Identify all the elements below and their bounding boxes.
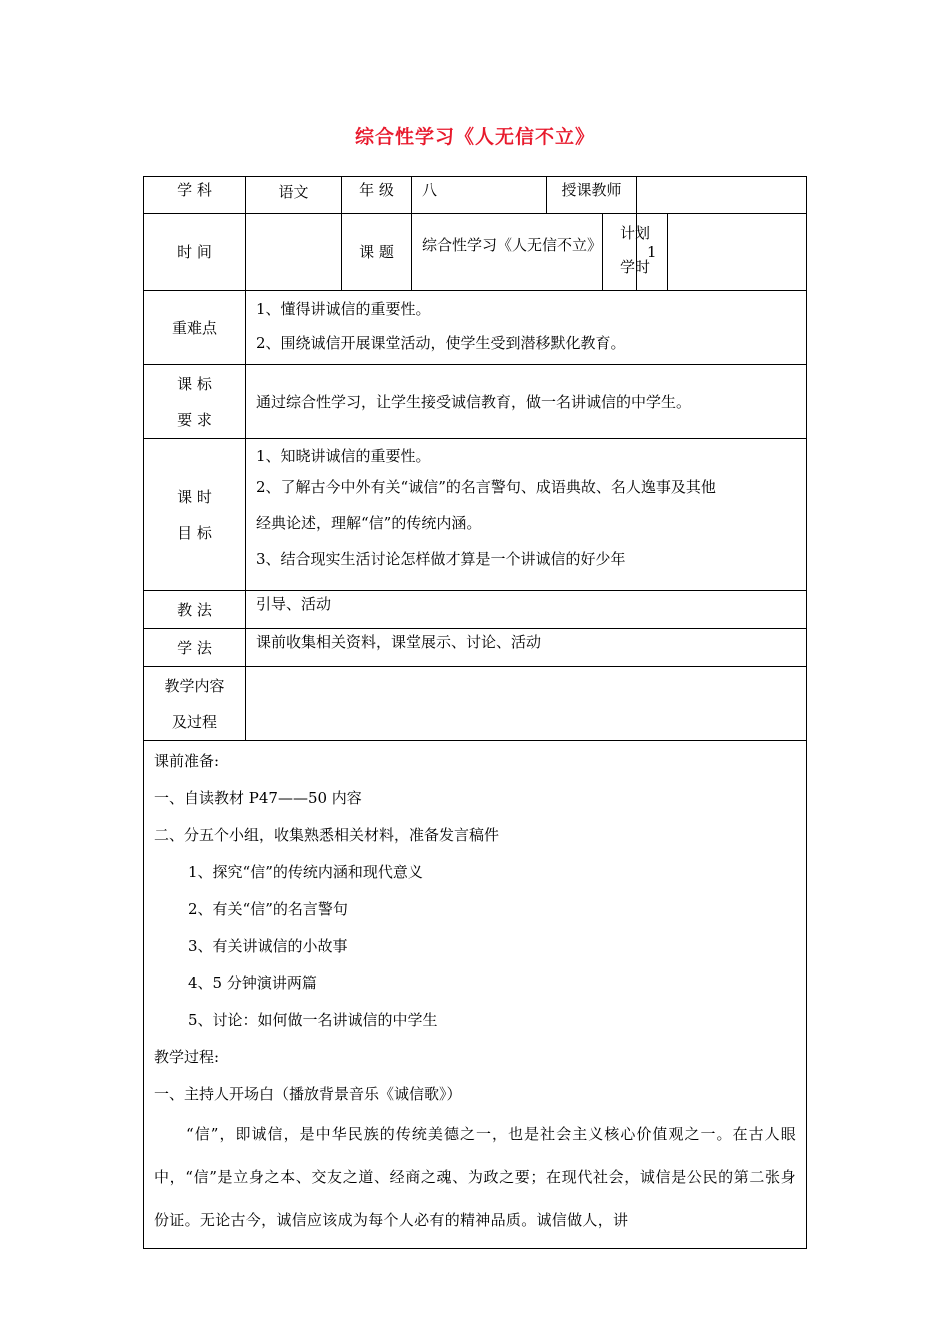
info-row-1 (144, 177, 807, 214)
task-item: 3、有关讲诚信的小故事 (188, 937, 348, 955)
learning-method-content (246, 629, 807, 667)
learning-method-row (144, 629, 807, 667)
teacher-value-cell (637, 177, 807, 214)
key-point-line: 2、围绕诚信开展课堂活动，使学生受到潜移默化教育。 (256, 334, 626, 352)
time-label-cell (144, 214, 246, 291)
goals-label: 目 标 (177, 523, 212, 542)
teaching-method-content (246, 591, 807, 629)
intro-paragraph: “信”，即诚信，是中华民族的传统美德之一，也是社会主义核心价值观之一。在古人眼中，“信”是立身之本、交友之道、经商之魂、为政之要；在现代社会，诚信是公民的第二张身份证。无论古今，诚信应该成为每个人必有的精神品质。诚信做人，讲 (154, 1125, 796, 1229)
process-heading: 教学过程: (154, 1048, 220, 1066)
subject-label-cell (144, 177, 246, 214)
key-points-row (144, 291, 807, 365)
process-item: 一、主持人开场白（播放背景音乐《诚信歌》） (154, 1085, 462, 1103)
goal-line: 2、了解古今中外有关“诚信”的名言警句、成语典故、名人逸事及其他 (256, 478, 716, 496)
grade-value-cell (412, 177, 547, 214)
teaching-content-cell (246, 667, 807, 741)
grade-label: 年 级 (359, 181, 394, 199)
key-points-label: 重难点 (171, 318, 217, 337)
topic-label-cell (342, 214, 412, 291)
grade-value: 八 (422, 181, 438, 199)
time-label: 时 间 (177, 243, 212, 261)
topic-label: 课 题 (359, 243, 394, 261)
teaching-content-label-cell (144, 667, 246, 741)
topic-and-hours-cell (412, 214, 651, 291)
learning-method-label-cell (144, 629, 246, 667)
lesson-plan-table (143, 176, 807, 1249)
prep-heading: 课前准备: (154, 752, 220, 770)
standards-content (246, 365, 807, 439)
subject-value: 语文 (278, 183, 309, 201)
learning-method-label: 学 法 (177, 638, 212, 657)
learning-method-text: 课前收集相关资料，课堂展示、讨论、活动 (256, 633, 542, 651)
standards-label: 要 求 (177, 410, 212, 429)
teaching-method-label-cell (144, 591, 246, 629)
hours-label: 计划 学时 (603, 214, 668, 290)
standards-label-cell (144, 365, 246, 439)
goal-line: 1、知晓讲诚信的重要性。 (256, 447, 431, 465)
task-item: 4、5 分钟演讲两篇 (188, 974, 317, 992)
lesson-body (144, 741, 807, 1249)
teaching-content-label: 及过程 (171, 712, 217, 731)
prep-item: 一、自读教材 P47——50 内容 (154, 789, 362, 807)
key-points-label-cell (144, 291, 246, 365)
teaching-content-row (144, 667, 807, 741)
teaching-method-label: 教 法 (177, 600, 212, 619)
teaching-method-row (144, 591, 807, 629)
key-point-line: 1、懂得讲诚信的重要性。 (256, 300, 431, 318)
teacher-label-cell (547, 177, 637, 214)
task-item: 1、探究“信”的传统内涵和现代意义 (188, 863, 423, 881)
teaching-method-text: 引导、活动 (256, 595, 332, 613)
goal-line: 经典论述，理解“信”的传统内涵。 (256, 514, 482, 532)
goal-line: 3、结合现实生活讨论怎样做才算是一个讲诚信的好少年 (256, 550, 626, 568)
standards-row (144, 365, 807, 439)
standards-label: 课 标 (177, 374, 212, 393)
prep-item: 二、分五个小组，收集熟悉相关材料，准备发言稿件 (154, 826, 500, 844)
document-title: 综合性学习《人无信不立》 (354, 126, 595, 148)
subject-value-cell (246, 177, 342, 214)
teaching-content-label: 教学内容 (164, 676, 225, 695)
subject-label: 学 科 (177, 181, 212, 199)
task-item: 2、有关“信”的名言警句 (188, 900, 348, 918)
grade-label-cell (342, 177, 412, 214)
teacher-label: 授课教师 (561, 181, 622, 199)
hours-value: 1 (647, 243, 657, 261)
goals-label: 课 时 (177, 487, 212, 506)
goals-content (246, 439, 807, 591)
key-points-content (246, 291, 807, 365)
goals-label-cell (144, 439, 246, 591)
task-item: 5、讨论：如何做一名讲诚信的中学生 (188, 1011, 438, 1029)
standards-text: 通过综合性学习，让学生接受诚信教育，做一名讲诚信的中学生。 (256, 393, 692, 411)
time-value-cell (246, 214, 342, 291)
topic-value: 综合性学习《人无信不立》 (412, 214, 603, 290)
info-row-2 (144, 214, 807, 291)
lesson-body-row (144, 741, 807, 1249)
goals-row (144, 439, 807, 591)
